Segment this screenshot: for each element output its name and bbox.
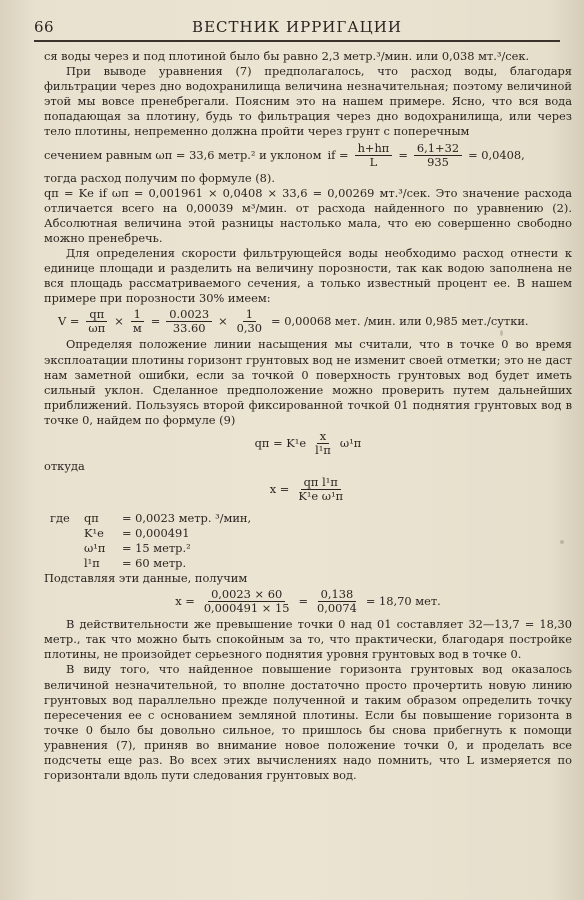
- slope-eq-lead: сечением равным ωп = 33,6 метр.² и уклоном: [44, 147, 322, 162]
- page-number: 66: [34, 18, 55, 36]
- slope-eq-symbol: if =: [327, 147, 349, 162]
- velocity-equation: [58, 308, 572, 335]
- velocity-frac-1-den: ωп: [88, 321, 106, 336]
- substituting-line: Подставляя эти данные, получим: [44, 571, 248, 586]
- definition-symbol: qп: [84, 511, 99, 526]
- journal-title: ВЕСТНИК ИРРИГАЦИИ: [192, 18, 402, 36]
- print-speck: [560, 540, 564, 544]
- definitions-list: [50, 511, 572, 571]
- velocity-frac-4-den: 0,30: [236, 321, 263, 336]
- velocity-frac-4-num: 1: [243, 308, 256, 322]
- final-eq-frac-1: [201, 588, 293, 615]
- final-eq-frac-2-den: 0,0074: [317, 601, 357, 616]
- slope-num-symbolic: h+hп: [355, 142, 393, 156]
- velocity-frac-2-den: м: [132, 321, 142, 336]
- definition-symbol: l¹п: [84, 556, 100, 571]
- velocity-times-2: ×: [218, 314, 228, 329]
- x-formula-frac: [295, 476, 346, 503]
- velocity-frac-1-num: qп: [86, 308, 107, 322]
- slope-fraction-numeric: [414, 142, 462, 169]
- velocity-times-1: ×: [114, 314, 124, 329]
- print-speck: [500, 330, 503, 336]
- final-eq-frac-1-num: 0,0023 × 60: [208, 588, 285, 602]
- final-eq-frac-1-den: 0,000491 × 15: [203, 601, 290, 616]
- definition-row: [50, 541, 572, 556]
- formula-9: [44, 430, 572, 457]
- velocity-frac-4: [234, 308, 265, 335]
- final-eq-sign: =: [298, 594, 308, 609]
- formula-9-den: l¹п: [315, 442, 331, 457]
- definition-value: = 60 метр.: [122, 556, 187, 571]
- otkuda-label: откуда: [44, 458, 85, 473]
- paragraph-filtration: При выводе уравнения (7) предполагалось, что расход воды, благодаря фильтрации через дно водохранилища величина незначительная; поэтому величиной этой мы вовсе пренебрегали. Поясним это на нашем примере. Ясно, что вся вода попадающая за плотину, будь то фильтрация через дно водохранилища, или через тело плотины, непременно должна пройти через грунт с поперечным: [44, 64, 572, 139]
- formula-9-tail: ω¹п: [339, 435, 362, 450]
- definition-symbol: ω¹п: [84, 541, 106, 556]
- velocity-frac-3: [166, 308, 212, 335]
- formula-9-num: x: [317, 430, 329, 444]
- paragraph-velocity: Для определения скорости фильтрующейся воды необходимо расход отнести к единице площади и разделить на величину порозности, так как водою заполнена не вся площадь рассматриваемого сечения, а только известный процент ее. В нашем примере при порозности 30% имеем:: [44, 246, 572, 306]
- x-formula: [44, 476, 572, 503]
- velocity-frac-3-num: 0.0023: [166, 308, 212, 322]
- velocity-frac-1: [85, 308, 108, 335]
- slope-fraction-symbolic: [355, 142, 393, 169]
- velocity-eq-sign: =: [150, 314, 161, 329]
- header-rule: [34, 40, 560, 42]
- velocity-frac-3-den: 33.60: [172, 321, 206, 336]
- x-formula-lhs: x =: [269, 482, 290, 497]
- slope-eq-sign: =: [398, 147, 408, 162]
- slope-eq-result: = 0,0408,: [468, 147, 525, 162]
- slope-den-symbolic: L: [369, 154, 378, 169]
- final-eq-frac-2-num: 0,138: [318, 588, 357, 602]
- definition-value: = 0,0023 метр. ³/мин,: [122, 511, 252, 526]
- final-equation: [44, 588, 572, 615]
- definition-value: = 0,000491: [122, 526, 190, 541]
- paragraph-saturation-line: Определяя положение линии насыщения мы считали, что в точке 0 во время эксплоатации плотины горизонт грунтовых вод не изменит своей отметки; это не даст нам заметной ошибки, если за точкой 0 поверхность грунтовых вод будет иметь сильный уклон. Сделанное предположение можно проверить путем дальнейших приближений. Пользуясь второй фиксированной точкой 01 поднятия грунтовых вод в точке 0, найдем по формуле (9): [44, 337, 572, 427]
- definition-symbol: K¹е: [84, 526, 104, 541]
- paragraph-discharge: qп = Kе if ωп = 0,001961 × 0,0408 × 33,6 = 0,00269 мт.³/сек. Это значение расхода отличается всего на 0,00039 м³/мин. от расхода найденного по уравнению (2). Абсолютная величина этой разницы настолько мала, что ею совершенно свободно можно пренебречь.: [44, 185, 572, 245]
- slope-den-numeric: 935: [427, 154, 449, 169]
- slope-equation: [44, 142, 572, 169]
- final-eq-result: = 18,70 мет.: [365, 594, 441, 609]
- slope-num-numeric: 6,1+32: [414, 142, 462, 156]
- definition-value: = 15 метр.²: [122, 541, 191, 556]
- page-header: [34, 18, 560, 40]
- paragraph-formula-ref: тогда расход получим по формуле (8).: [44, 170, 275, 185]
- paragraph-conclusion: В виду того, что найденное повышение горизонта грунтовых вод оказалось величиной незначительной, то вполне достаточно просто прочертить новую линию грунтовых вод параллельно прежде полученной и таким образом определить точку пересечения ее с основанием земляной плотины. Если бы повышение горизонта в точке 0 было бы довольно сильное, то пришлось бы снова прибегнуть к помощи уравнения (7), приняв во внимание новое положение точки 0, и проделать все подсчеты еще раз. Во всех этих вычислениях надо помнить, что L измеряется по горизонтали вдоль пути следования грунтовых вод.: [44, 662, 572, 783]
- formula-9-frac: [312, 430, 334, 457]
- definition-row: [50, 556, 572, 571]
- formula-9-lhs: qп = K¹е: [254, 435, 307, 450]
- velocity-result: = 0,00068 мет. /мин. или 0,985 мет./сутки.: [271, 314, 529, 329]
- final-eq-frac-2: [314, 588, 360, 615]
- velocity-frac-2-num: 1: [131, 308, 144, 322]
- x-formula-num: qп l¹п: [301, 476, 341, 490]
- x-formula-den: K¹е ω¹п: [298, 489, 344, 504]
- definition-row: [50, 511, 572, 526]
- final-eq-lhs: x =: [175, 594, 195, 609]
- paragraph-actual-rise: В действительности же превышение точки 0 над 01 составляет 32—13,7 = 18,30 метр., так что можно быть спокойным за то, что практически, благодаря постройке плотины, не произойдет серьезного поднятия уровня грунтовых вод в точке 0.: [44, 617, 572, 662]
- definition-lead: где: [50, 511, 70, 526]
- paragraph-continuation: ся воды через и под плотиной было бы равно 2,3 метр.³/мин. или 0,038 мт.³/сек.: [44, 49, 530, 63]
- velocity-lhs: V =: [58, 314, 80, 329]
- velocity-frac-2: [130, 308, 145, 335]
- definition-row: [50, 526, 572, 541]
- article-body: [44, 49, 572, 783]
